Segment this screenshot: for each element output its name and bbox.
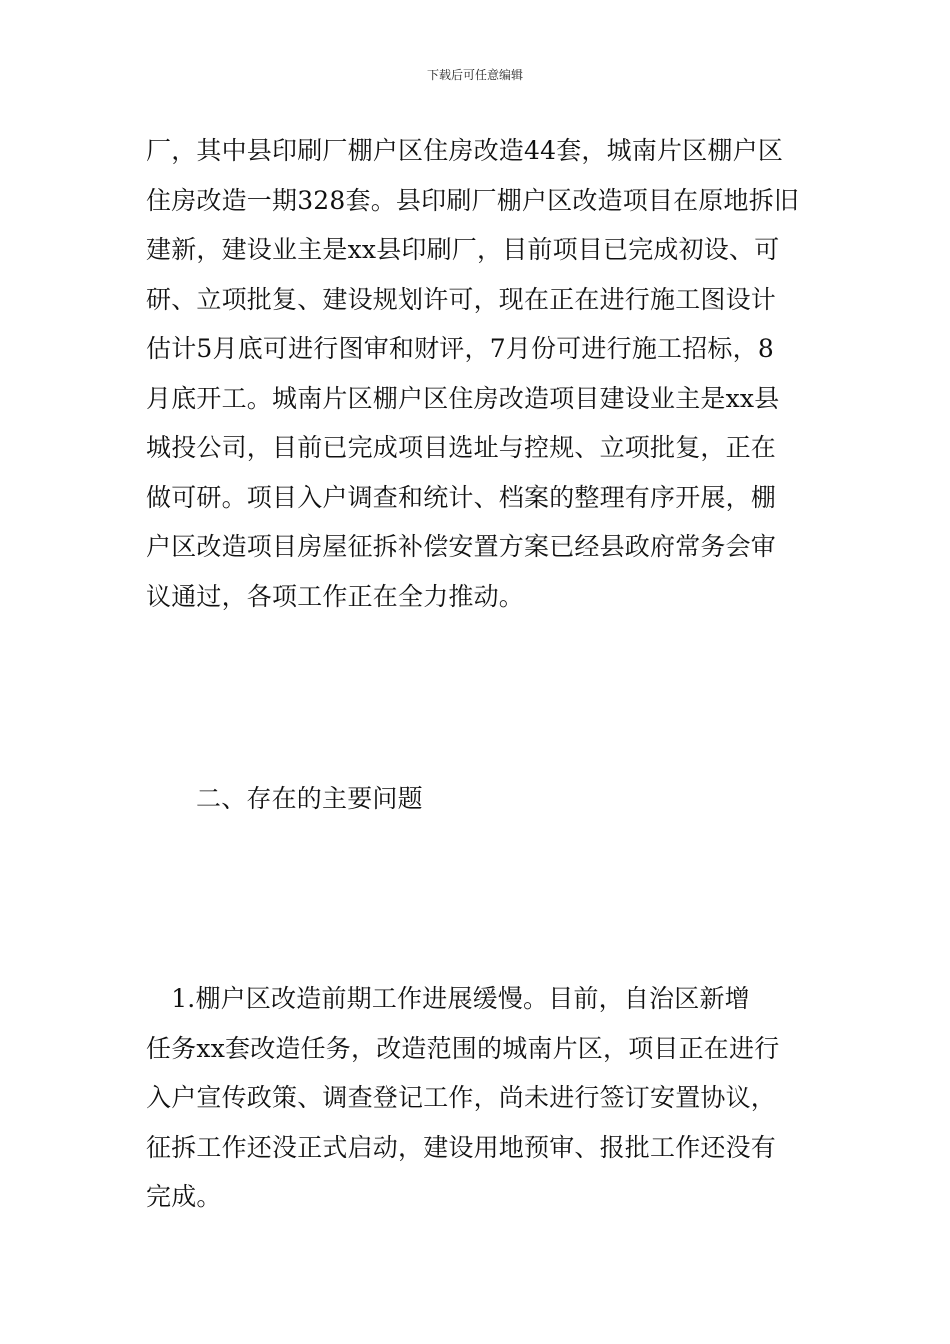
paragraph-line: 入户宣传政策、调查登记工作，尚未进行签订安置协议， [146, 1083, 777, 1112]
page-header-note: 下载后可任意编辑 [426, 68, 523, 82]
paragraph-line: 估计5月底可进行图审和财评，7月份可进行施工招标，8 [146, 334, 774, 363]
paragraph-line: 厂，其中县印刷厂棚户区住房改造44套，城南片区棚户区 [146, 136, 784, 165]
body-paragraph-2 [146, 974, 779, 1222]
paragraph-line: 建新，建设业主是xx县印刷厂，目前项目已完成初设、可 [146, 235, 780, 264]
paragraph-line: 做可研。项目入户调查和统计、档案的整理有序开展，棚 [146, 482, 777, 512]
paragraph-line: 城投公司，目前已完成项目选址与控规、立项批复，正在 [146, 433, 777, 462]
paragraph-line: 完成。 [146, 1182, 222, 1211]
body-paragraph-1 [146, 126, 799, 621]
paragraph-line: 征拆工作还没正式启动，建设用地预审、报批工作还没有 [146, 1132, 777, 1162]
paragraph-line: 任务xx套改造任务，改造范围的城南片区，项目正在进行 [146, 1033, 780, 1063]
paragraph-line: 议通过，各项工作正在全力推动。 [146, 581, 525, 611]
section-heading: 二、存在的主要问题 [196, 784, 423, 813]
paragraph-line: 月底开工。城南片区棚户区住房改造项目建设业主是xx县 [146, 383, 780, 413]
paragraph-line: 住房改造一期328套。县印刷厂棚户区改造项目在原地拆旧 [146, 185, 800, 215]
paragraph-line: 户区改造项目房屋征拆补偿安置方案已经县政府常务会审 [146, 532, 777, 561]
paragraph-line: 研、立项批复、建设规划许可，现在正在进行施工图设计 [146, 284, 777, 314]
paragraph-line: 1.棚户区改造前期工作进展缓慢。目前，自治区新增 [146, 984, 750, 1013]
